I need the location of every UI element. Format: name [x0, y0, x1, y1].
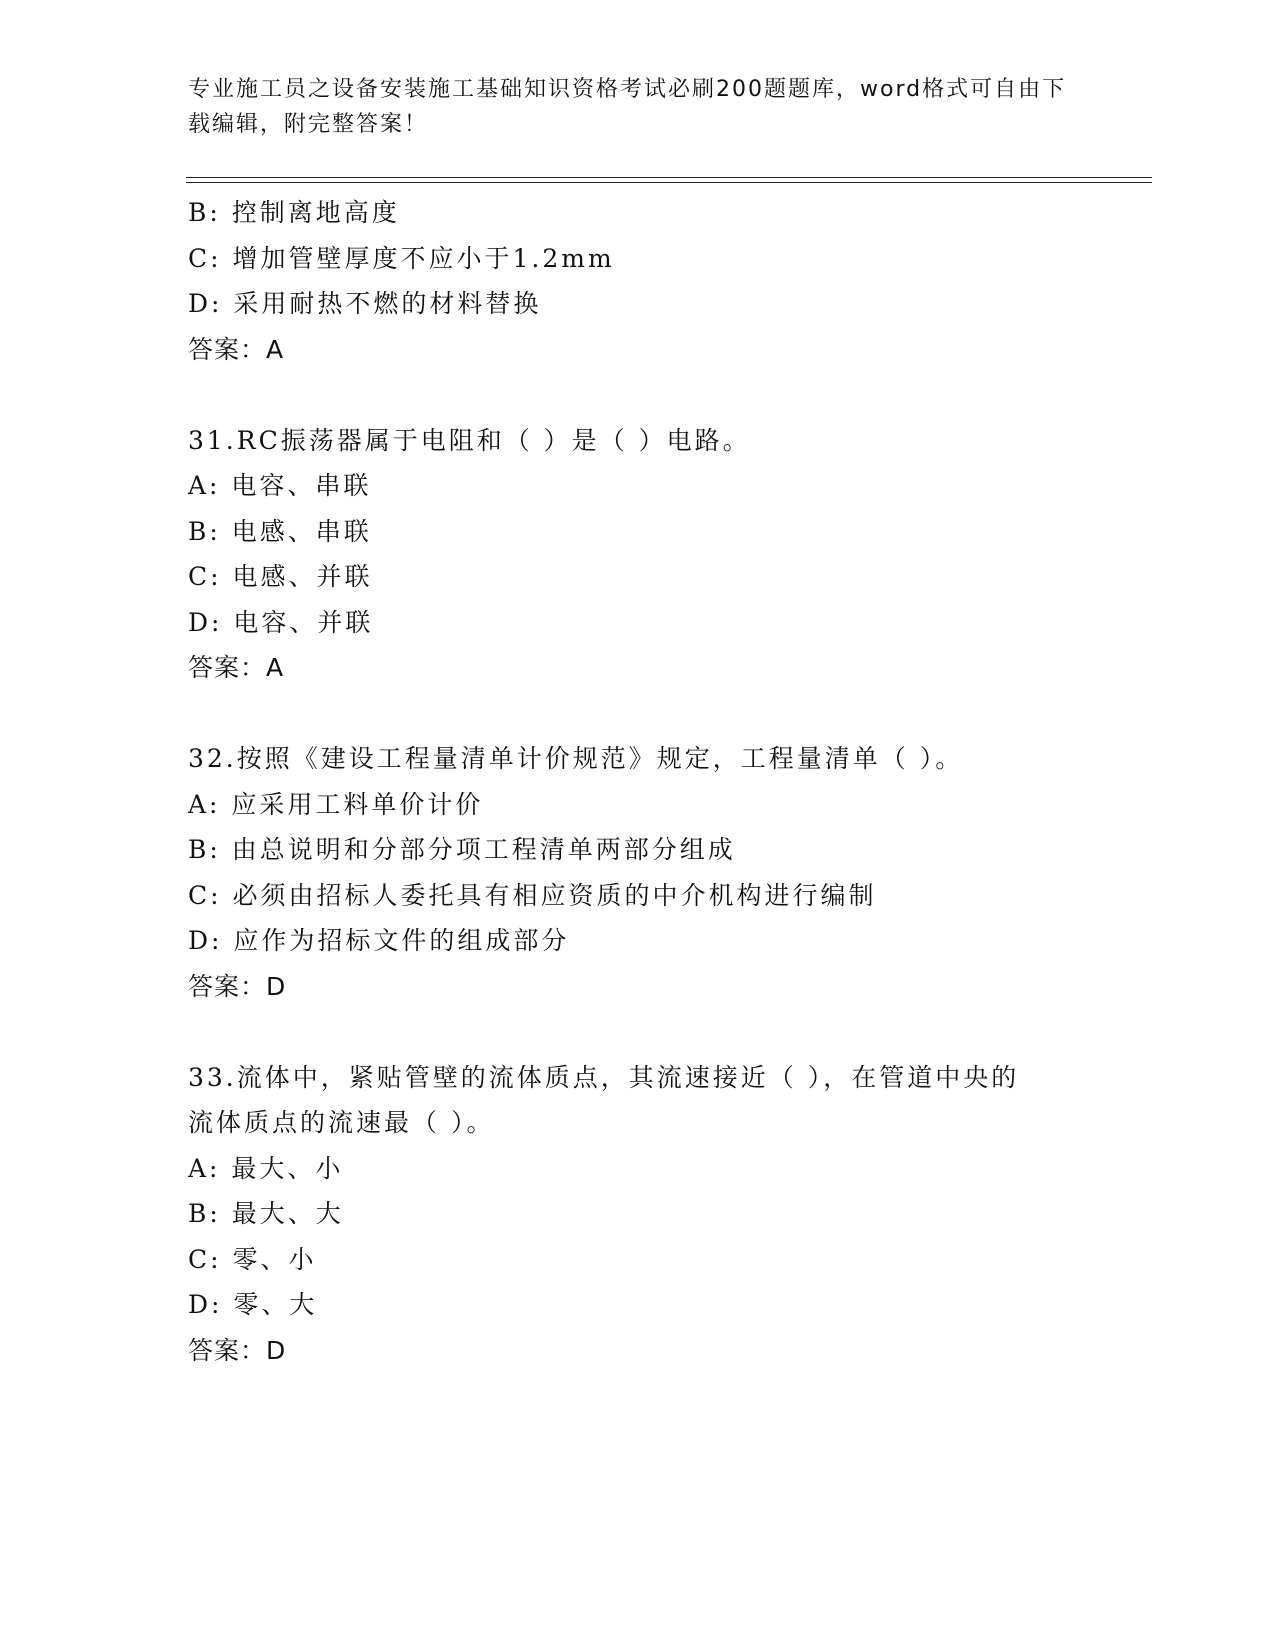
option-d: D: 应作为招标文件的组成部分	[188, 926, 570, 955]
option-b: B: 控制离地高度	[188, 198, 400, 227]
question-title: 31.RC振荡器属于电阻和（ ）是（ ）电路。	[188, 425, 751, 455]
option-b: B: 由总说明和分部分项工程清单两部分组成	[188, 835, 736, 864]
question-title-line-2: 流体质点的流速最（ ）。	[188, 1108, 495, 1137]
question-title: 32.按照《建设工程量清单计价规范》规定，工程量清单（ ）。	[188, 744, 964, 773]
option-d: D: 电容、并联	[188, 607, 374, 637]
answer-line: 答案：D	[188, 971, 287, 1001]
option-d: D: 采用耐热不燃的材料替换	[188, 289, 542, 318]
spacer	[188, 691, 1148, 737]
answer-line: 答案：A	[188, 334, 285, 364]
question-block-prev	[188, 190, 1148, 372]
header-rule-bottom	[186, 182, 1152, 183]
option-b: B: 电感、串联	[188, 516, 372, 546]
question-block-32	[188, 736, 1148, 1009]
answer-line: 答案：D	[188, 1335, 287, 1365]
question-block-31	[188, 418, 1148, 691]
option-a: A: 最大、小	[188, 1153, 344, 1183]
spacer	[188, 372, 1148, 418]
spacer	[188, 1009, 1148, 1055]
option-a: A: 应采用工料单价计价	[188, 789, 484, 819]
option-a: A: 电容、串联	[188, 471, 372, 500]
option-c: C: 电感、并联	[188, 562, 373, 591]
option-b: B: 最大、大	[188, 1199, 344, 1228]
question-list	[188, 190, 1148, 1373]
option-c: C: 增加管壁厚度不应小于1.2mm	[188, 243, 615, 273]
header-rule-top	[186, 177, 1152, 178]
document-header: 专业施工员之设备安装施工基础知识资格考试必刷200题题库，word格式可自由下载编辑，附完整答案！	[188, 77, 1067, 137]
question-block-33	[188, 1055, 1148, 1374]
question-title-line-1: 33.流体中，紧贴管壁的流体质点，其流速接近（ ），在管道中央的	[188, 1062, 1020, 1092]
option-d: D: 零、大	[188, 1290, 318, 1319]
answer-line: 答案：A	[188, 653, 285, 682]
option-c: C: 必须由招标人委托具有相应资质的中介机构进行编制	[188, 880, 877, 910]
option-c: C: 零、小	[188, 1244, 317, 1274]
